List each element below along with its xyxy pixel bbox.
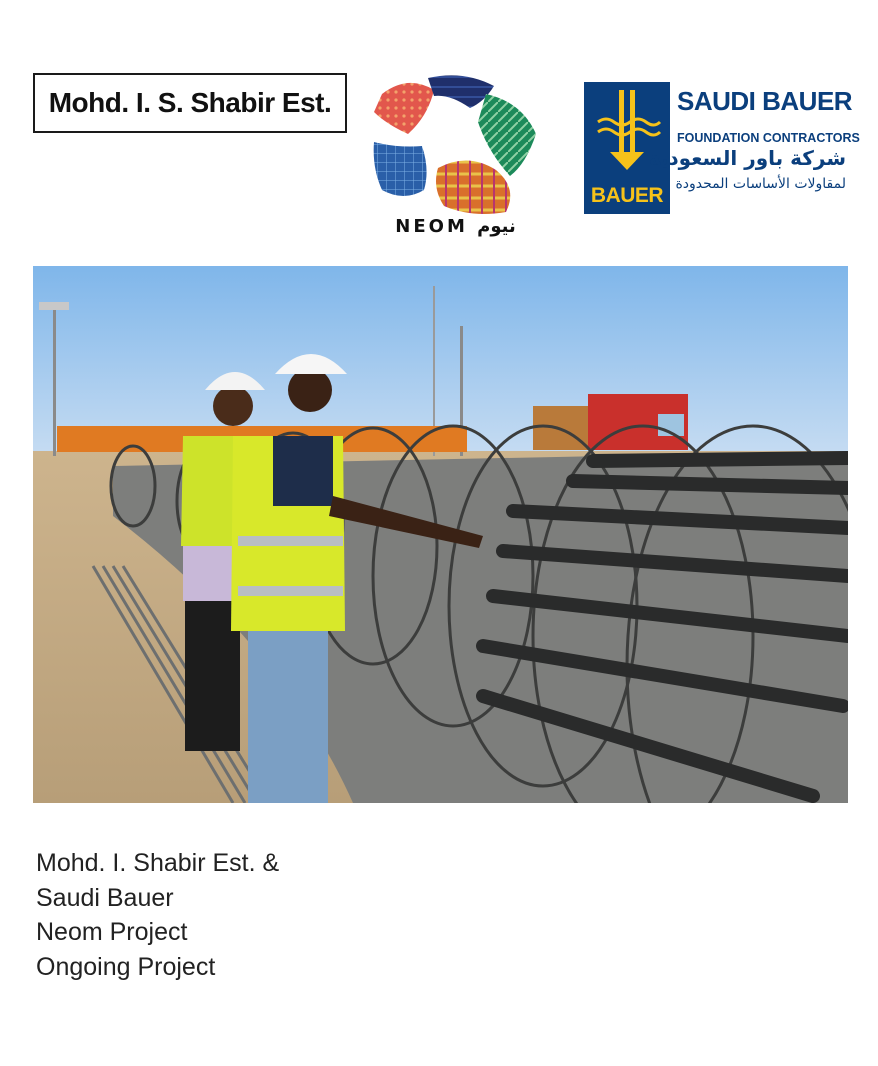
bauer-title: SAUDI BAUER bbox=[677, 86, 853, 116]
caption-line-1: Mohd. I. Shabir Est. & bbox=[36, 849, 280, 877]
caption-line-4: Ongoing Project bbox=[36, 952, 216, 981]
bauer-subtitle: FOUNDATION CONTRACTORS bbox=[677, 131, 860, 145]
project-caption bbox=[36, 846, 279, 984]
bauer-block-label: BAUER bbox=[590, 184, 664, 207]
construction-site-photo-icon bbox=[33, 266, 848, 803]
shabir-logo-text: Mohd. I. S. Shabir Est. bbox=[48, 87, 332, 118]
caption-line-3: Neom Project bbox=[36, 918, 188, 946]
saudi-bauer-logo bbox=[584, 82, 860, 216]
neom-logo-text: NEOM نيوم bbox=[395, 216, 516, 237]
bauer-arabic-subtitle: لمقاولات الأساسات المحدودة bbox=[675, 176, 846, 192]
bauer-arabic-name: شركة باور السعودية bbox=[648, 146, 846, 170]
shabir-logo-box bbox=[33, 73, 347, 133]
caption-line-2: Saudi Bauer bbox=[36, 883, 174, 912]
